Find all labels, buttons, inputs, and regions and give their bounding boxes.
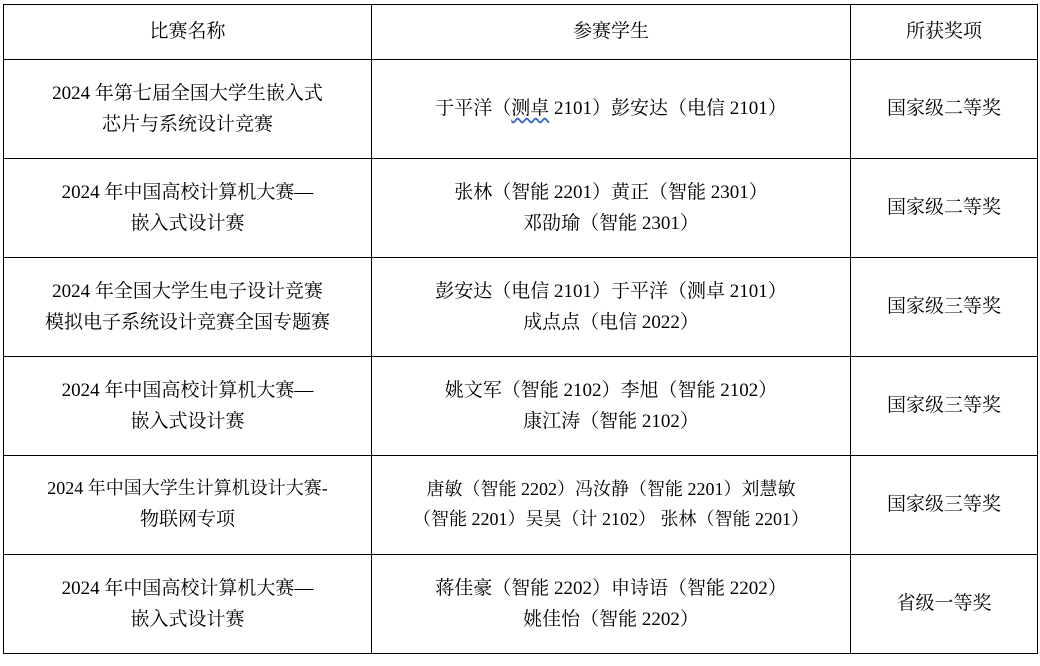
competition-name-line: 嵌入式设计赛 <box>130 213 245 234</box>
cell-students <box>372 60 851 159</box>
table-row <box>4 555 1038 654</box>
column-header-competition-name: 比赛名称 <box>4 5 372 60</box>
students-line: 于平洋（测卓 2101）彭安达（电信 2101） <box>435 98 787 120</box>
competition-name-line: 2024 年中国高校计算机大赛— <box>61 181 314 203</box>
students-line: 姚佳怡（智能 2202） <box>523 609 699 630</box>
cell-award: 省级一等奖 <box>851 555 1038 654</box>
competition-name-line: 2024 年中国大学生计算机设计大赛- <box>47 478 328 499</box>
students-line: 蒋佳豪（智能 2202）申诗语（智能 2202） <box>435 577 787 599</box>
competition-name-line: 嵌入式设计赛 <box>130 609 245 630</box>
cell-competition-name <box>4 258 372 357</box>
cell-award: 国家级三等奖 <box>851 456 1038 555</box>
cell-award: 国家级二等奖 <box>851 159 1038 258</box>
table-row <box>4 258 1038 357</box>
competition-name-line: 2024 年中国高校计算机大赛— <box>61 379 314 401</box>
document-page <box>0 4 1040 666</box>
table-header <box>4 5 1038 60</box>
competition-name-line: 2024 年第七届全国大学生嵌入式 <box>52 82 323 104</box>
cell-award: 国家级二等奖 <box>851 60 1038 159</box>
table-row <box>4 456 1038 555</box>
students-line: 唐敏（智能 2202）冯汝静（智能 2201）刘慧敏 <box>426 479 796 500</box>
cell-award: 国家级三等奖 <box>851 357 1038 456</box>
competition-name-line: 2024 年全国大学生电子设计竞赛 <box>52 280 323 302</box>
cell-award: 国家级三等奖 <box>851 258 1038 357</box>
cell-students <box>372 456 851 555</box>
students-line: 邓劭瑜（智能 2301） <box>523 213 699 234</box>
cell-students <box>372 357 851 456</box>
cell-students <box>372 258 851 357</box>
cell-students <box>372 555 851 654</box>
award-table <box>3 4 1038 654</box>
students-line: （智能 2201）吴昊（计 2102） 张林（智能 2201） <box>413 509 809 529</box>
table-row <box>4 357 1038 456</box>
competition-name-line: 嵌入式设计赛 <box>130 411 245 432</box>
column-header-students: 参赛学生 <box>372 5 851 60</box>
students-line: 彭安达（电信 2101）于平洋（测卓 2101） <box>435 280 787 302</box>
students-line: 张林（智能 2201）黄正（智能 2301） <box>454 181 768 203</box>
students-line: 康江涛（智能 2102） <box>523 411 699 432</box>
table-row <box>4 60 1038 159</box>
table-row <box>4 159 1038 258</box>
competition-name-line: 芯片与系统设计竞赛 <box>101 114 273 135</box>
table-body <box>4 60 1038 654</box>
cell-competition-name <box>4 60 372 159</box>
spellcheck-marked-text: 测卓 <box>511 98 550 120</box>
table-header-row <box>4 5 1038 60</box>
competition-name-line: 2024 年中国高校计算机大赛— <box>61 577 314 599</box>
cell-competition-name <box>4 555 372 654</box>
students-line: 成点点（电信 2022） <box>523 312 699 333</box>
students-line: 姚文军（智能 2102）李旭（智能 2102） <box>444 379 778 401</box>
column-header-award: 所获奖项 <box>851 5 1038 60</box>
cell-competition-name <box>4 159 372 258</box>
cell-competition-name <box>4 456 372 555</box>
competition-name-line: 模拟电子系统设计竞赛全国专题赛 <box>44 312 330 333</box>
competition-name-line: 物联网专项 <box>139 509 235 531</box>
cell-competition-name <box>4 357 372 456</box>
cell-students <box>372 159 851 258</box>
